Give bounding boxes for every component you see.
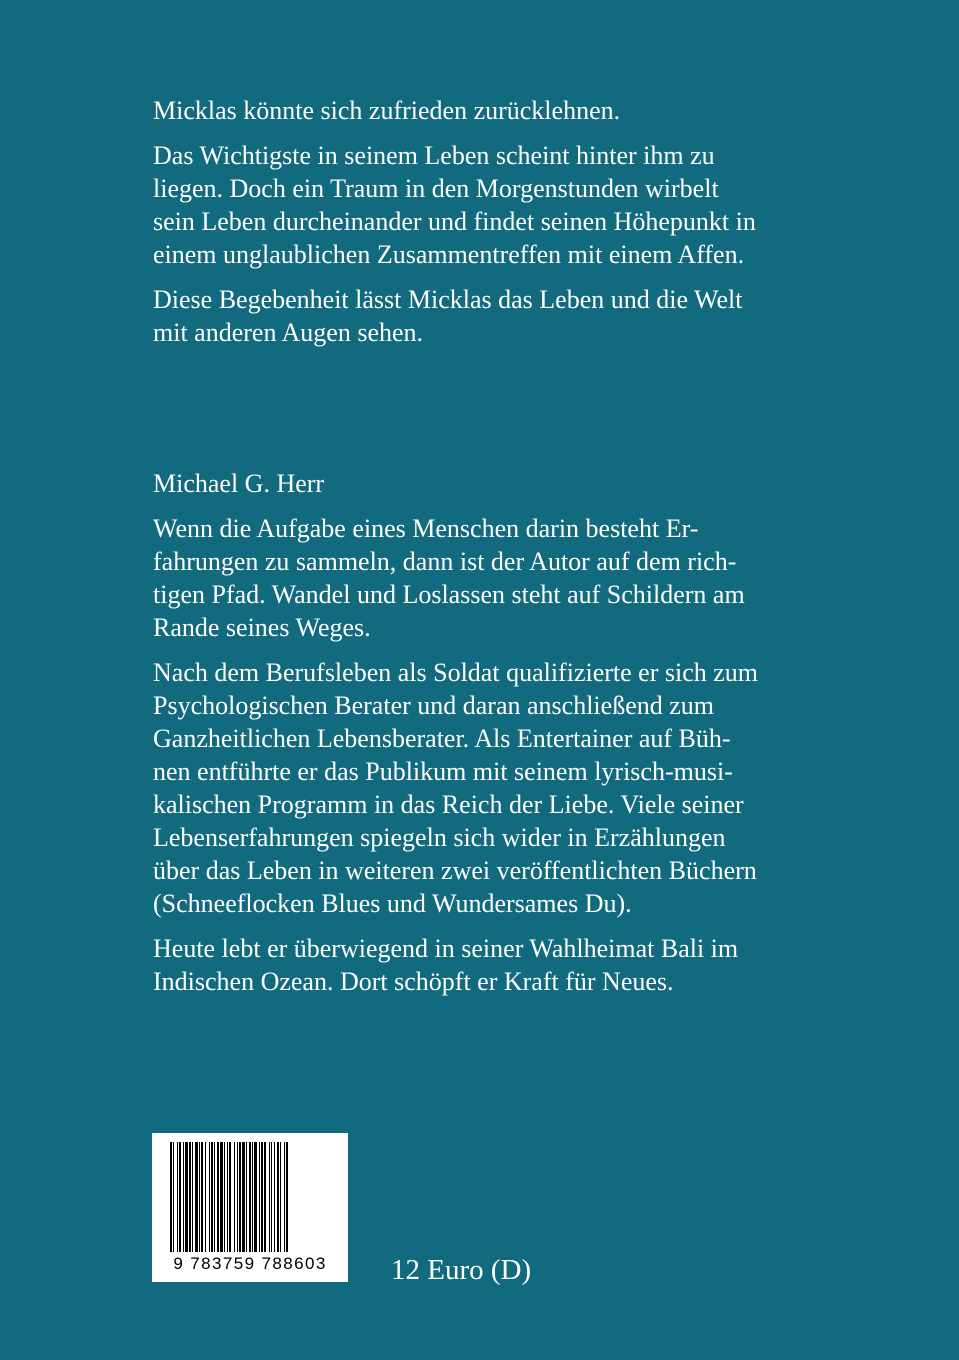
barcode-bar [234, 1142, 235, 1252]
text-line: nen entführte er das Publikum mit seinem lyrisch-musi- [153, 757, 733, 786]
barcode-bar [277, 1142, 279, 1252]
blurb-paragraph-1 [153, 94, 803, 127]
barcode-bar [242, 1142, 245, 1252]
barcode-bar [209, 1142, 210, 1252]
barcode-bar [227, 1142, 228, 1252]
isbn-barcode [152, 1133, 348, 1282]
barcode-bar [246, 1142, 247, 1252]
text-line: über das Leben in weiteren zwei veröffentlichten Büchern [153, 856, 757, 885]
book-blurb [153, 94, 803, 361]
barcode-bar [280, 1142, 281, 1252]
barcode-bar [269, 1142, 270, 1252]
barcode-bar [274, 1142, 275, 1252]
text-line: Wenn die Aufgabe eines Menschen darin besteht Er- [153, 514, 699, 543]
author-name [153, 467, 803, 500]
text-line: (Schneeflocken Blues und Wundersames Du). [153, 889, 632, 918]
barcode-bar [201, 1142, 203, 1252]
text-line: liegen. Doch ein Traum in den Morgenstunden wirbelt [153, 174, 719, 203]
barcode-bar [286, 1142, 288, 1252]
barcode-bar [254, 1142, 257, 1252]
author-name-text: Michael G. Herr [153, 469, 325, 498]
barcode-bar [170, 1142, 172, 1252]
barcode-bar [220, 1142, 223, 1252]
barcode-bar [252, 1142, 253, 1252]
barcode-bar [249, 1142, 251, 1252]
barcode-bar [177, 1142, 178, 1252]
text-line: sein Leben durcheinander und findet seinen Höhepunkt in [153, 207, 756, 236]
barcode-bar [192, 1142, 193, 1252]
author-bio [153, 467, 803, 1010]
barcode-bar [224, 1142, 225, 1252]
blurb-paragraph-2 [153, 139, 803, 271]
text-line: Heute lebt er überwiegend in seiner Wahlheimat Bali im [153, 934, 739, 963]
text-line: Ganzheitlichen Lebensberater. Als Entertainer auf Büh- [153, 724, 731, 753]
barcode-bar [214, 1142, 215, 1252]
text-line: Indischen Ozean. Dort schöpft er Kraft für Neues. [153, 967, 674, 996]
bio-paragraph-2 [153, 656, 803, 920]
barcode-bar [199, 1142, 200, 1252]
text-line: Rande seines Weges. [153, 613, 371, 642]
barcode-bar [264, 1142, 266, 1252]
barcode-bar [237, 1142, 238, 1252]
barcode-bar [261, 1142, 263, 1252]
isbn-number: 9 783759 788603 [173, 1254, 327, 1273]
barcode-bar [195, 1142, 198, 1252]
barcode-bar [239, 1142, 241, 1252]
barcode-bar [259, 1142, 260, 1252]
barcode-bar [229, 1142, 231, 1252]
barcode-bar [189, 1142, 191, 1252]
text-line: einem unglaublichen Zusammentreffen mit einem Affen. [153, 240, 745, 269]
barcode-bar [284, 1142, 285, 1252]
text-line: fahrungen zu sammeln, dann ist der Autor auf dem rich- [153, 547, 737, 576]
text-line: Psychologischen Berater und daran anschließend zum [153, 691, 714, 720]
text-line: Das Wichtigste in seinem Leben scheint hinter ihm zu [153, 141, 715, 170]
text-line: Micklas könnte sich zufrieden zurücklehnen. [153, 96, 621, 125]
text-line: tigen Pfad. Wandel und Loslassen steht auf Schildern am [153, 580, 745, 609]
barcode-bar [271, 1142, 272, 1252]
barcode-bar [179, 1142, 181, 1252]
barcode-bar [185, 1142, 188, 1252]
bio-paragraph-3 [153, 932, 803, 998]
barcode-bar [173, 1142, 174, 1252]
barcode-bar [205, 1142, 206, 1252]
barcode-bar [211, 1142, 213, 1252]
text-line: mit anderen Augen sehen. [153, 318, 424, 347]
text-line: Nach dem Berufsleben als Soldat qualifizierte er sich zum [153, 658, 759, 687]
price-label: 12 Euro (D) [391, 1254, 532, 1286]
barcode-bar [217, 1142, 219, 1252]
text-line: Lebenserfahrungen spiegeln sich wider in Erzählungen [153, 823, 726, 852]
text-line: Diese Begebenheit lässt Micklas das Leben und die Welt [153, 285, 743, 314]
blurb-paragraph-3 [153, 283, 803, 349]
barcode-bar [183, 1142, 184, 1252]
text-line: kalischen Programm in das Reich der Liebe. Viele seiner [153, 790, 744, 819]
bio-paragraph-1 [153, 512, 803, 644]
